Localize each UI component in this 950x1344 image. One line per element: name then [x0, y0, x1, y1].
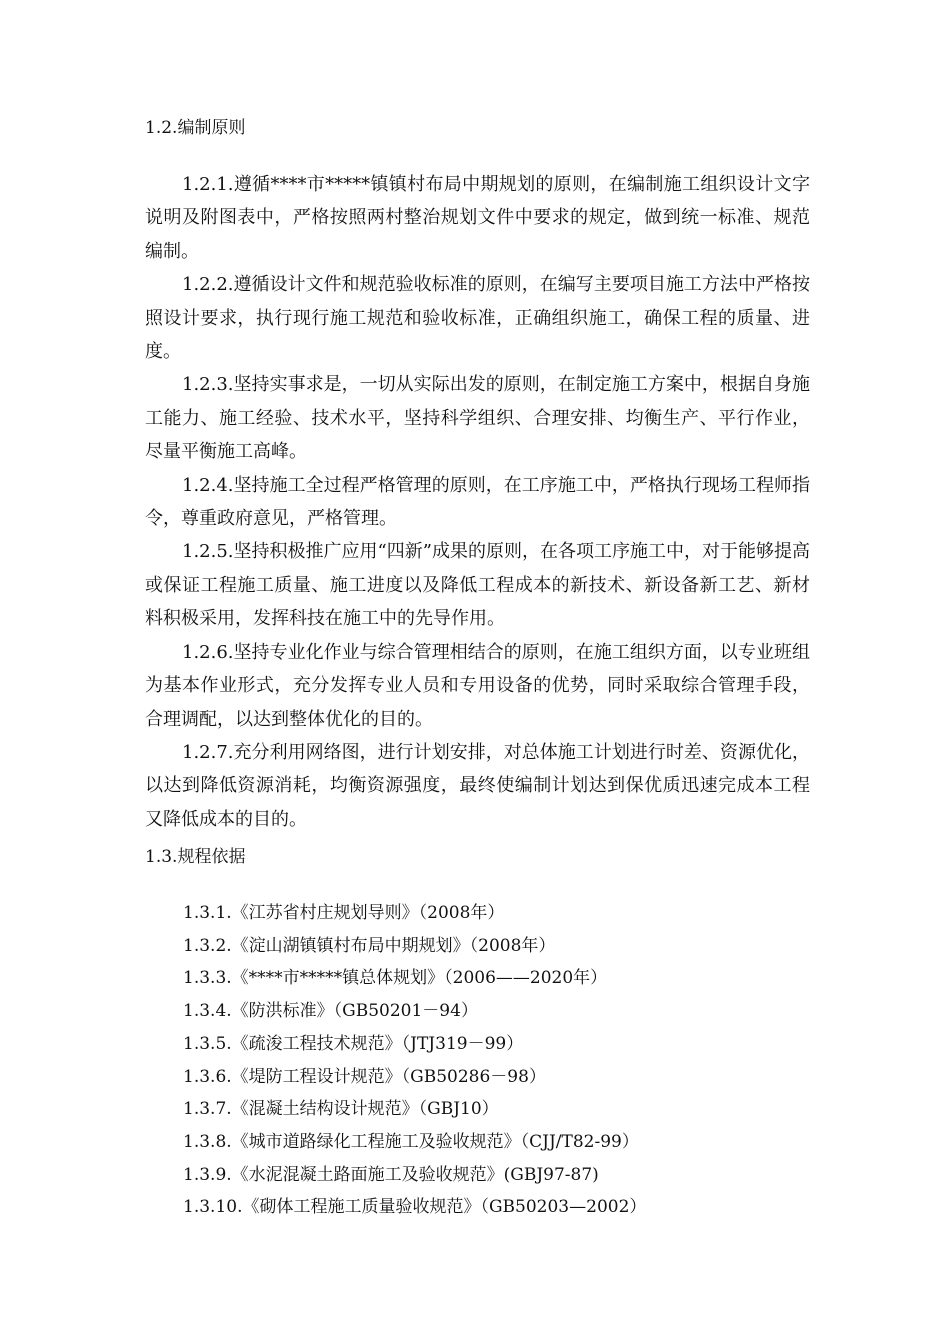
section-heading-1-2: 1.2.编制原则	[145, 118, 246, 138]
reference-list	[183, 897, 823, 1224]
paragraph-1-2-2: 1.2.2.遵循设计文件和规范验收标准的原则，在编写主要项目施工方法中严格按照设计要求，执行现行施工规范和验收标准，正确组织施工，确保工程的质量、进度。	[145, 274, 810, 363]
reference-item: 1.3.8.《城市道路绿化工程施工及验收规范》（CJJ/T82-99）	[183, 1131, 639, 1152]
reference-item: 1.3.2.《淀山湖镇镇村布局中期规划》（2008年）	[183, 935, 556, 956]
paragraph-1-2-1: 1.2.1.遵循****市*****镇镇村布局中期规划的原则，在编制施工组织设计文字说明及附图表中，严格按照两村整治规划文件中要求的规定，做到统一标准、规范编制。	[145, 174, 810, 262]
reference-item: 1.3.7.《混凝土结构设计规范》（GBJ10）	[183, 1099, 499, 1120]
principles-paragraphs	[145, 168, 810, 836]
reference-item: 1.3.10.《砌体工程施工质量验收规范》（GB50203—2002）	[183, 1197, 647, 1218]
paragraph-1-2-4: 1.2.4.坚持施工全过程严格管理的原则，在工序施工中，严格执行现场工程师指令，尊重政府意见，严格管理。	[145, 474, 810, 530]
reference-item: 1.3.6.《堤防工程设计规范》（GB50286－98）	[183, 1066, 546, 1087]
reference-item: 1.3.5.《疏浚工程技术规范》（JTJ319－99）	[183, 1033, 524, 1054]
paragraph-1-2-3: 1.2.3.坚持实事求是，一切从实际出发的原则，在制定施工方案中，根据自身施工能力、施工经验、技术水平，坚持科学组织、合理安排、均衡生产、平行作业，尽量平衡施工高峰。	[145, 374, 810, 463]
paragraph-1-2-5: 1.2.5.坚持积极推广应用“四新”成果的原则，在各项工序施工中，对于能够提高或保证工程施工质量、施工进度以及降低工程成本的新技术、新设备新工艺、新材料积极采用，发挥科技在施工中的先导作用。	[145, 541, 810, 630]
reference-item: 1.3.9.《水泥混凝土路面施工及验收规范》(GBJ97-87)	[183, 1164, 599, 1185]
reference-item: 1.3.3.《****市*****镇总体规划》（2006——2020年）	[183, 968, 608, 989]
reference-item: 1.3.4.《防洪标准》（GB50201－94）	[183, 1001, 478, 1022]
section-heading-1-3: 1.3.规程依据	[145, 847, 246, 867]
reference-item: 1.3.1.《江苏省村庄规划导则》（2008年）	[183, 903, 505, 923]
paragraph-1-2-6: 1.2.6.坚持专业化作业与综合管理相结合的原则，在施工组织方面，以专业班组为基本作业形式，充分发挥专业人员和专用设备的优势，同时采取综合管理手段，合理调配，以达到整体优化的目的。	[145, 641, 810, 730]
paragraph-1-2-7: 1.2.7.充分利用网络图，进行计划安排，对总体施工计划进行时差、资源优化，以达到降低资源消耗，均衡资源强度，最终使编制计划达到保优质迅速完成本工程又降低成本的目的。	[145, 741, 810, 830]
